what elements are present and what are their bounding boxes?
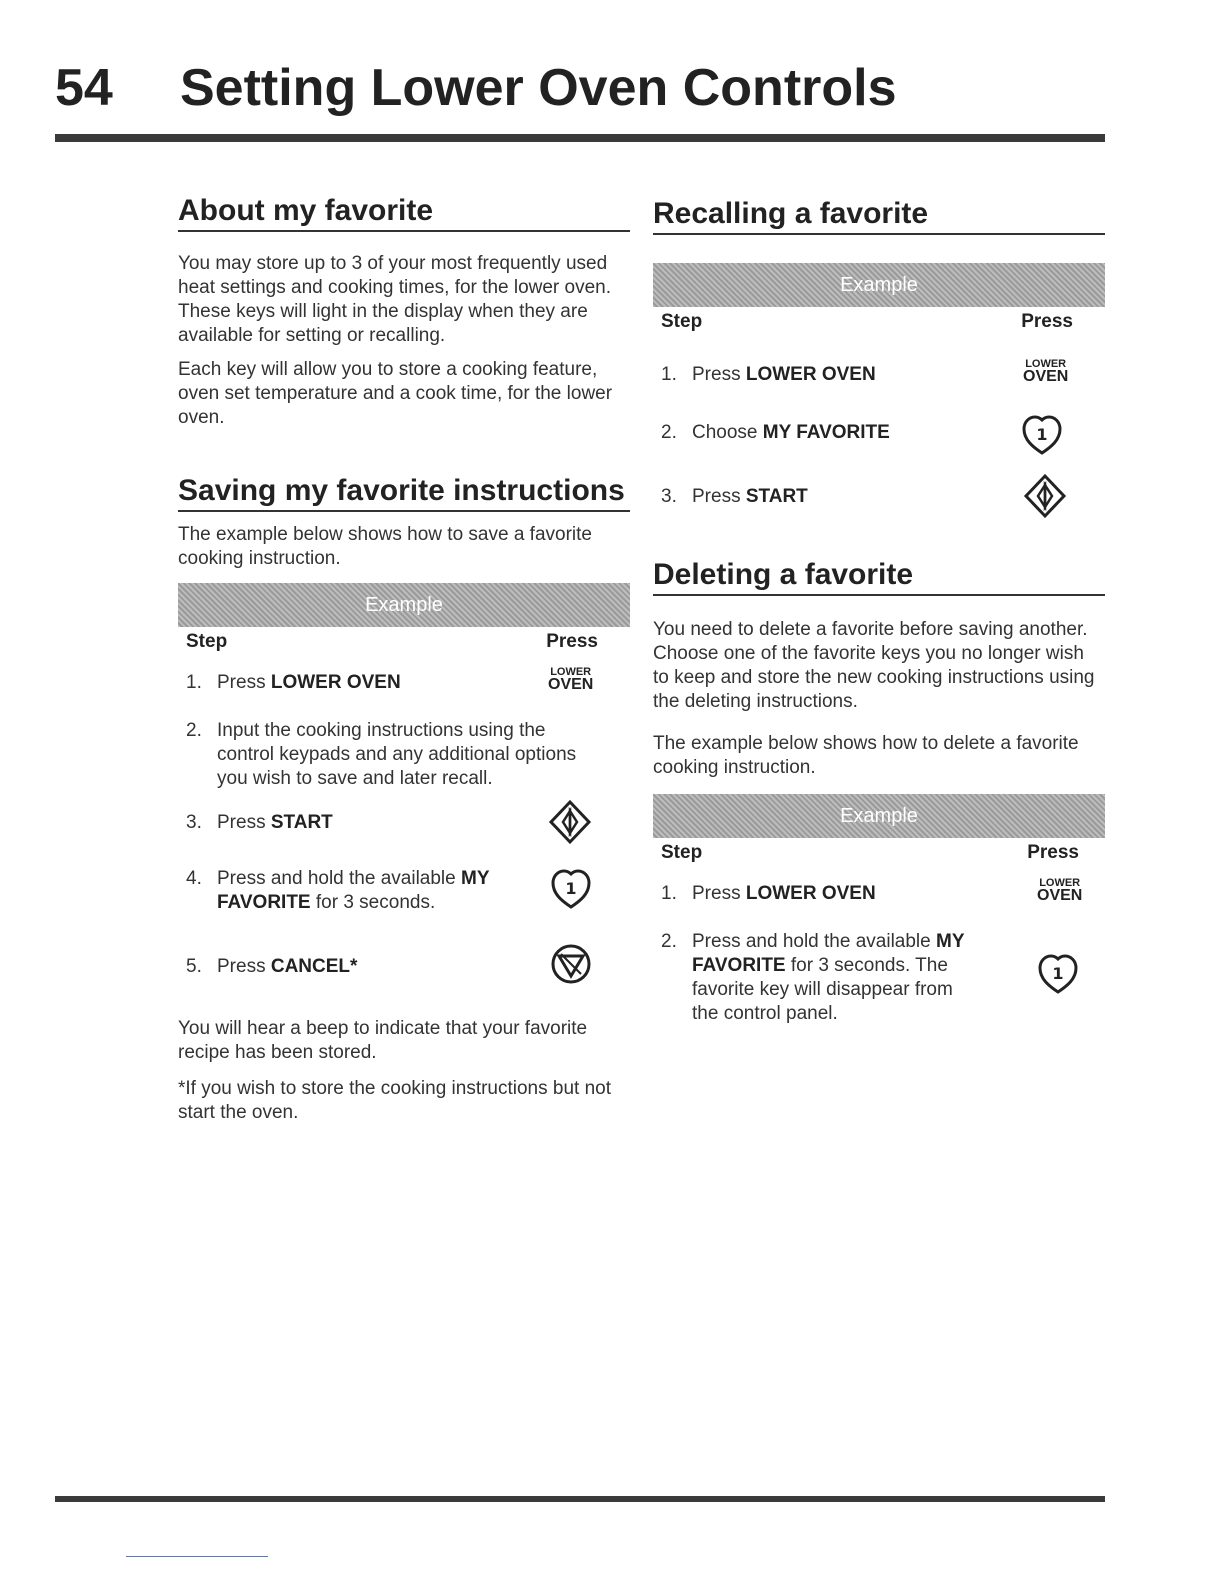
recalling-example-bar: Example <box>653 263 1105 307</box>
about-paragraph-2: Each key will allow you to store a cooking feature, oven set temperature and a cook time, for the lower oven. <box>178 359 613 428</box>
saving-step-1: 1. Press LOWER OVEN LOWER OVEN <box>186 666 594 693</box>
lower-oven-key-icon: LOWER OVEN <box>548 666 594 693</box>
recalling-section <box>653 197 1105 525</box>
saving-step-2: 2. Input the cooking instructions using the control keypads and any additional options you wish to save and later recall. <box>186 720 577 789</box>
my-favorite-key-icon <box>1021 413 1063 457</box>
saving-steps-header <box>178 627 630 657</box>
my-favorite-key-icon <box>1037 952 1079 996</box>
recalling-step-3: 3. Press START <box>653 485 1105 525</box>
about-paragraph-1: You may store up to 3 of your most frequently used heat settings and cooking times, for the lower oven. These keys will light in the display when they are available for setting or recalling. <box>178 253 612 346</box>
saving-step-3: 3. Press START <box>178 811 630 867</box>
saving-step-5: 5. Press CANCEL* <box>178 955 630 1017</box>
footer-rule <box>55 1496 1105 1502</box>
deleting-step-2: 2. Press and hold the available MY FAVORITE for 3 seconds. The favorite key will disappear from the control panel. 1 <box>653 930 1105 1030</box>
svg-text:1: 1 <box>565 879 577 898</box>
deleting-example-bar: Example <box>653 794 1105 838</box>
deleting-paragraph-1: You need to delete a favorite before saving another. Choose one of the favorite keys you no longer wish to keep and store the new cooking instructions using the deleting instructions. <box>653 619 1095 712</box>
footer-link-line <box>126 1556 268 1557</box>
press-column-header: Press <box>546 631 598 652</box>
saving-example-bar: Example <box>178 583 630 627</box>
deleting-step-1: 1. Press LOWER OVEN LOWER OVEN <box>661 877 1083 904</box>
page-title: Setting Lower Oven Controls <box>180 59 897 117</box>
page-header <box>55 58 1105 118</box>
deleting-paragraph-2: The example below shows how to delete a favorite cooking instruction. <box>653 733 1079 778</box>
my-favorite-key-icon <box>550 867 592 911</box>
start-key-icon <box>548 799 592 845</box>
recalling-step-2: 2. Choose MY FAVORITE 1 <box>653 421 1105 485</box>
recalling-heading: Recalling a favorite <box>653 197 1105 235</box>
header-rule <box>55 134 1105 142</box>
saving-intro: The example below shows how to save a favorite cooking instruction. <box>178 524 592 569</box>
cancel-key-icon <box>550 943 592 985</box>
deleting-section <box>653 558 1105 1030</box>
saving-note-beep: You will hear a beep to indicate that your favorite recipe has been stored. <box>178 1018 588 1063</box>
lower-oven-key-icon: LOWER OVEN <box>1023 358 1069 385</box>
recalling-step-1: 1. Press LOWER OVEN LOWER OVEN <box>661 358 1069 385</box>
about-section <box>178 194 630 430</box>
recalling-steps-header: Step Press <box>661 311 1073 332</box>
saving-note-footnote: *If you wish to store the cooking instructions but not start the oven. <box>178 1078 612 1123</box>
saving-step-4: 4. Press and hold the available MY FAVORITE for 3 seconds. 1 <box>178 867 630 955</box>
deleting-steps-header: Step Press <box>661 842 1079 863</box>
saving-heading: Saving my favorite instructions <box>178 474 630 512</box>
lower-oven-key-icon: LOWER OVEN <box>1037 877 1083 904</box>
about-heading: About my favorite <box>178 194 630 232</box>
svg-text:1: 1 <box>1036 425 1048 444</box>
step-column-header: Step <box>186 631 228 652</box>
deleting-heading: Deleting a favorite <box>653 558 1105 596</box>
page-number: 54 <box>55 59 113 117</box>
saving-section <box>178 474 630 1125</box>
start-key-icon <box>1023 473 1067 519</box>
svg-text:1: 1 <box>1052 964 1064 983</box>
